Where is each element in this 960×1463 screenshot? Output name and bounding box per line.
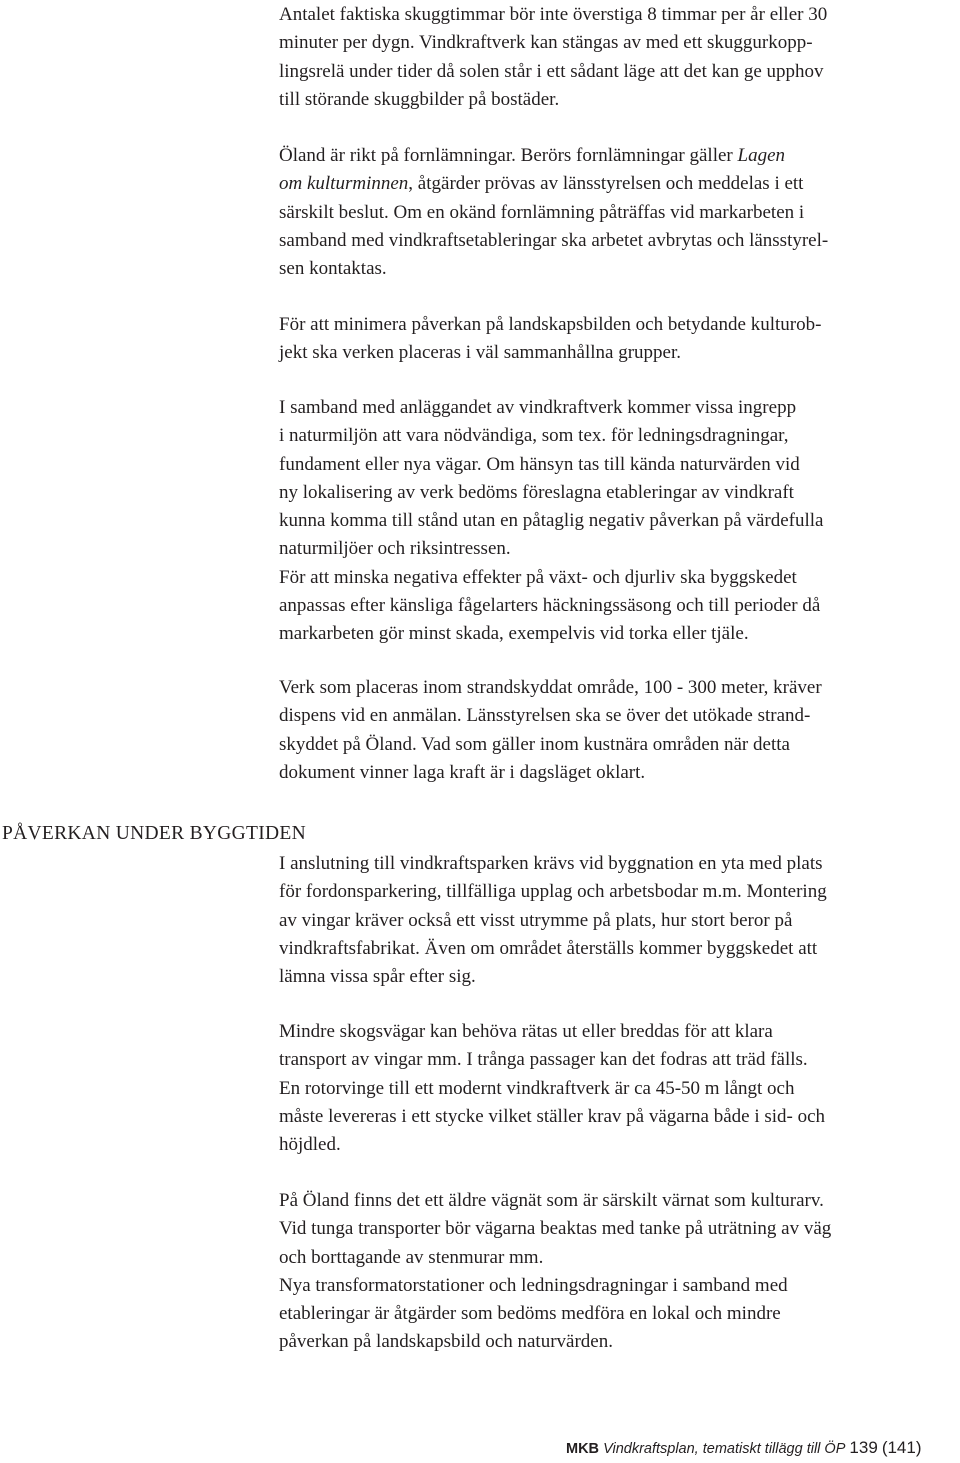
text-line: för fordonsparkering, tillfälliga upplag och arbetsbodar m.m. Montering xyxy=(279,881,827,903)
paragraph-nature-environment xyxy=(279,394,960,649)
text-line: Verk som placeras inom strandskyddat område, 100 - 300 meter, kräver xyxy=(279,677,822,698)
paragraph-ancient-monuments xyxy=(279,142,960,283)
paragraph-construction-site xyxy=(279,850,960,991)
text-line: jekt ska verken placeras i väl sammanhållna grupper. xyxy=(279,342,682,364)
text-line xyxy=(279,170,960,198)
footer-brand: MKB xyxy=(566,1441,600,1457)
text-line: lämna vissa spår efter sig. xyxy=(279,966,476,988)
text-line: vindkraftsfabrikat. Även om området återställs kommer byggskedet att xyxy=(279,937,818,959)
text-line: lingsrelä under tider då solen står i ett sådant läge att det kan ge upphov xyxy=(279,60,824,82)
paragraph-shore-protection xyxy=(279,674,960,787)
paragraph-shadow-hours xyxy=(279,1,960,114)
text-line: minuter per dygn. Vindkraftverk kan stängas av med ett skuggurkopp- xyxy=(279,32,813,54)
text-line: För att minska negativa effekter på växt- och djurliv ska byggskedet xyxy=(279,566,797,588)
footer-document-title: Vindkraftsplan, tematiskt tillägg till ÖP xyxy=(603,1441,846,1457)
text-line: kunna komma till stånd utan en påtaglig negativ påverkan på värdefulla xyxy=(279,510,824,532)
text-line: naturmiljöer och riksintressen. xyxy=(279,538,511,560)
text-line: anpassas efter känsliga fågelarters häckningssäsong och till perioder då xyxy=(279,595,821,617)
text-line: samband med vindkraftsetableringar ska arbetet avbrytas och länsstyrel- xyxy=(279,229,829,251)
text-line: markarbeten gör minst skada, exempelvis vid torka eller tjäle. xyxy=(279,623,749,645)
text-segment: Berörs fornlämningar gäller xyxy=(520,145,738,166)
page-footer xyxy=(566,1438,922,1459)
text-line: av vingar kräver också ett visst utrymme på plats, hur stort beror på xyxy=(279,909,793,931)
text-line: måste levereras i ett stycke vilket ställer krav på vägarna både i sid- och xyxy=(279,1105,826,1127)
section-heading: PÅVERKAN UNDER BYGGTIDEN xyxy=(2,823,307,844)
law-reference-italic: om kulturminnen xyxy=(279,173,409,195)
text-line: Mindre skogsvägar kan behöva rätas ut eller breddas för att klara xyxy=(279,1021,773,1042)
text-line: transport av vingar mm. I trånga passager kan det fodras att träd fälls. xyxy=(279,1049,808,1071)
text-line xyxy=(279,142,960,170)
text-line: Antalet faktiska skuggtimmar bör inte överstiga 8 timmar per år eller 30 xyxy=(279,4,828,25)
text-line: Nya transformatorstationer och ledningsdragningar i samband med xyxy=(279,1274,788,1296)
text-line: till störande skuggbilder på bostäder. xyxy=(279,88,560,110)
page-number: 139 xyxy=(849,1438,878,1457)
text-line: Vid tunga transporter bör vägarna beaktas med tanke på uträtning av väg xyxy=(279,1218,832,1240)
text-line: höjdled. xyxy=(279,1134,341,1156)
text-line: En rotorvinge till ett modernt vindkraftverk är ca 45-50 m långt och xyxy=(279,1077,795,1099)
text-line: i naturmiljön att vara nödvändiga, som tex. för ledningsdragningar, xyxy=(279,425,789,447)
text-line: etableringar är åtgärder som bedöms medföra en lokal och mindre xyxy=(279,1303,781,1325)
text-line: fundament eller nya vägar. Om hänsyn tas till kända naturvärden vid xyxy=(279,453,800,475)
text-line: På Öland finns det ett äldre vägnät som är särskilt värnat som kulturarv. xyxy=(279,1190,824,1211)
text-line: dispens vid en anmälan. Länsstyrelsen ska se över det utökade strand- xyxy=(279,705,811,727)
paragraph-landscape xyxy=(279,311,960,368)
paragraph-road-network xyxy=(279,1187,960,1357)
text-line: särskilt beslut. Om en okänd fornlämning påträffas vid markarbeten i xyxy=(279,201,805,223)
text-line: För att minimera påverkan på landskapsbilden och betydande kulturob- xyxy=(279,314,822,335)
text-segment: Öland är rikt på fornlämningar. xyxy=(279,145,516,166)
text-line: dokument vinner laga kraft är i dagsläget oklart. xyxy=(279,761,646,783)
total-pages: (141) xyxy=(881,1438,922,1457)
text-line: I anslutning till vindkraftsparken krävs vid byggnation en yta med plats xyxy=(279,853,823,874)
text-line: påverkan på landskapsbild och naturvärden. xyxy=(279,1331,613,1353)
paragraph-forest-roads xyxy=(279,1018,960,1159)
text-segment: , åtgärder prövas av länsstyrelsen och meddelas i ett xyxy=(408,173,804,195)
text-line: skyddet på Öland. Vad som gäller inom kustnära områden när detta xyxy=(279,733,790,755)
text-line: ny lokalisering av verk bedöms föreslagna etableringar av vindkraft xyxy=(279,481,794,503)
law-reference-italic: Lagen xyxy=(737,145,785,166)
text-line: I samband med anläggandet av vindkraftverk kommer vissa ingrepp xyxy=(279,397,797,418)
text-line: och borttagande av stenmurar mm. xyxy=(279,1246,544,1268)
text-line: sen kontaktas. xyxy=(279,258,387,280)
